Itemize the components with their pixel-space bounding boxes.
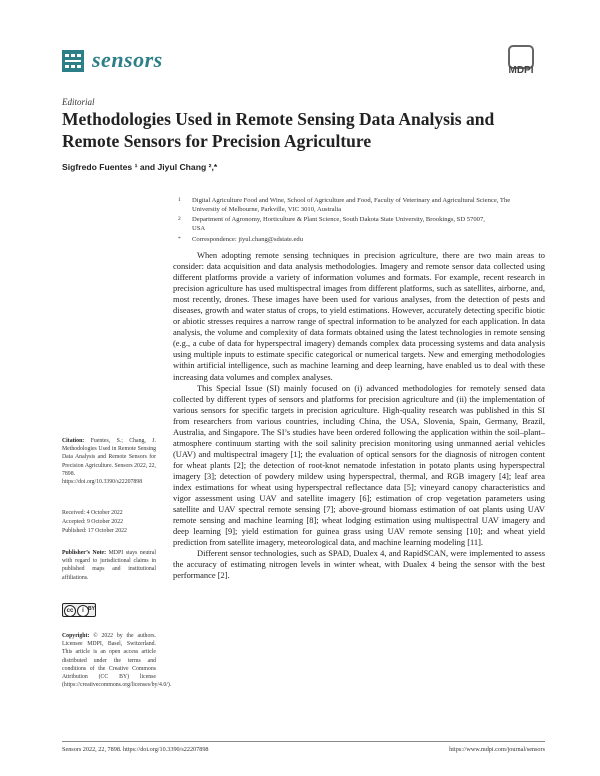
article-title: Methodologies Used in Remote Sensing Data Analysis and Remote Sensors for Precision Agriculture xyxy=(62,109,495,151)
footer-journal-link[interactable]: https://www.mdpi.com/journal/sensors xyxy=(449,746,545,753)
cc-by-license-icon[interactable]: cc i BY xyxy=(62,603,96,617)
received-date: Received: 4 October 2022 xyxy=(62,510,123,516)
affiliation-2: 2 Department of Agronomy, Horticulture & Plant Science, South Dakota State University, Brookings, SD 57007, USA xyxy=(178,216,485,233)
paragraph-2: This Special Issue (SI) mainly focused on (i) advanced methodologies for remotely sensed data collected by different types of sensors and platforms for precision agriculture and (ii) the implementation of various sensors for specific targets in precision agriculture. High-quality research was published in this SI from researchers from various countries, including China, the USA, Slovenia, Spain, Germany, Brazil, Australia, and Singapore. The SI’s studies have been ordered following the application within the soil–plant–atmosphere continuum starting with the soil salinity precision monitoring using unmanned aerial vehicles (UAV) and multispectral imagery [1]; the evaluation of optical sensors for the diagnosis of nitrogen content for wheat plants [2]; the detection of root-knot nematode infestation in potato plants using hyperspectral imagery [3]; detection of powdery mildew using hyperspectral, thermal, and RGB imagery [4]; leaf area index estimations for wheat using hyperspectral reflectance data [5]; vineyard canopy characteristics and vigor assessment using UAV and satellite imagery [6]; estimation of crop vegetation parameters using satellite and UAV spectral remote sensing [7]; above-ground biomass estimation of oat plants using UAV remote sensing and machine learning [8]; wheat lodging estimation using multispectral UAV imagery and deep learning [9]; yield estimation for guinea grass using UAV remote sensing [10]; and wheat yield prediction from satellite imagery, meteorological data, and machine learning modeling [11]. xyxy=(173,382,545,548)
published-date: Published: 17 October 2022 xyxy=(62,528,127,534)
footer-divider xyxy=(62,741,545,742)
journal-name[interactable]: sensors xyxy=(92,47,163,72)
paragraph-1: When adopting remote sensing techniques in precision agriculture, there are two main areas to consider: data acquisition and data analysis methodologies. Imagery and remote sensor data collected using different platforms provide a variety of information volumes and formats. For example, recent research in precision agriculture has used multispectral images from different platforms, such as satellites, airborne, and, most recently, drones. These images have been used for various analyses, from the detection of pests and diseases, growth and water status of crops, to yield estimations. However, accurately detecting specific biotic or abiotic stresses requires a narrow range of spectral information to be analyzed for each application. In data analysis, the volume and complexity of data formats obtained using the latest technologies in remote sensing (e.g., a cube of data for hyperspectral imagery) demands complex data processing systems and data analysis using multiple inputs to estimate specific categorical or numerical targets. New and emerging methodologies within artificial intelligence, such as machine learning and deep learning, have enabled us to deal with these increasing data volumes and complex analyses. xyxy=(173,250,545,382)
author-list[interactable]: Sigfredo Fuentes ¹ and Jiyul Chang ²,* xyxy=(62,162,218,172)
citation-text[interactable]: Fuentes, S.; Chang, J. Methodologies Used in Remote Sensing Data Analysis and Remote Sensors for Precision Agriculture. Sensors 2022, 22, 7898. https://doi.org/10.3390/s22207898 xyxy=(62,438,157,486)
accepted-date: Accepted: 9 October 2022 xyxy=(62,519,124,525)
affiliation-1: 1 Digital Agriculture Food and Wine, School of Agriculture and Food, Faculty of Veterinary and Agricultural Science, The University of Melbourne, Parkville, VIC 3010, Australia xyxy=(178,197,511,214)
footer-citation[interactable]: Sensors 2022, 22, 7898. https://doi.org/10.3390/s22207898 xyxy=(62,746,209,753)
paragraph-3: Different sensor technologies, such as SPAD, Dualex 4, and RapidSCAN, were implemented to assess the accuracy of estimating nitrogen levels in winter wheat, with Dualex 4 being the sensor with the best performance [2]. xyxy=(173,548,545,581)
publisher-name: MDPI xyxy=(508,65,534,76)
correspondence: * Correspondence: jiyul.chang@sdstate.edu xyxy=(178,236,303,243)
article-body xyxy=(173,250,545,581)
citation-block: Citation: Fuentes, S.; Chang, J. Methodologies Used in Remote Sensing Data Analysis and Remote Sensors for Precision Agriculture. Sensors 2022, 22, 7898. https://doi.org/10.3390/s22207898 xyxy=(62,438,157,486)
journal-logo-icon xyxy=(62,50,84,72)
article-type: Editorial xyxy=(62,97,95,107)
publisher-note: Publisher’s Note: MDPI stays neutral with regard to jurisdictional claims in published maps and institutional affiliations. xyxy=(62,550,156,581)
publisher-logo[interactable] xyxy=(500,45,542,83)
copyright-block: Copyright: © 2022 by the authors. Licensee MDPI, Basel, Switzerland. This article is an open access article distributed under the terms and conditions of the Creative Commons Attribution (CC BY) license (https://creativecommons.org/licenses/by/4.0/). xyxy=(62,633,172,689)
